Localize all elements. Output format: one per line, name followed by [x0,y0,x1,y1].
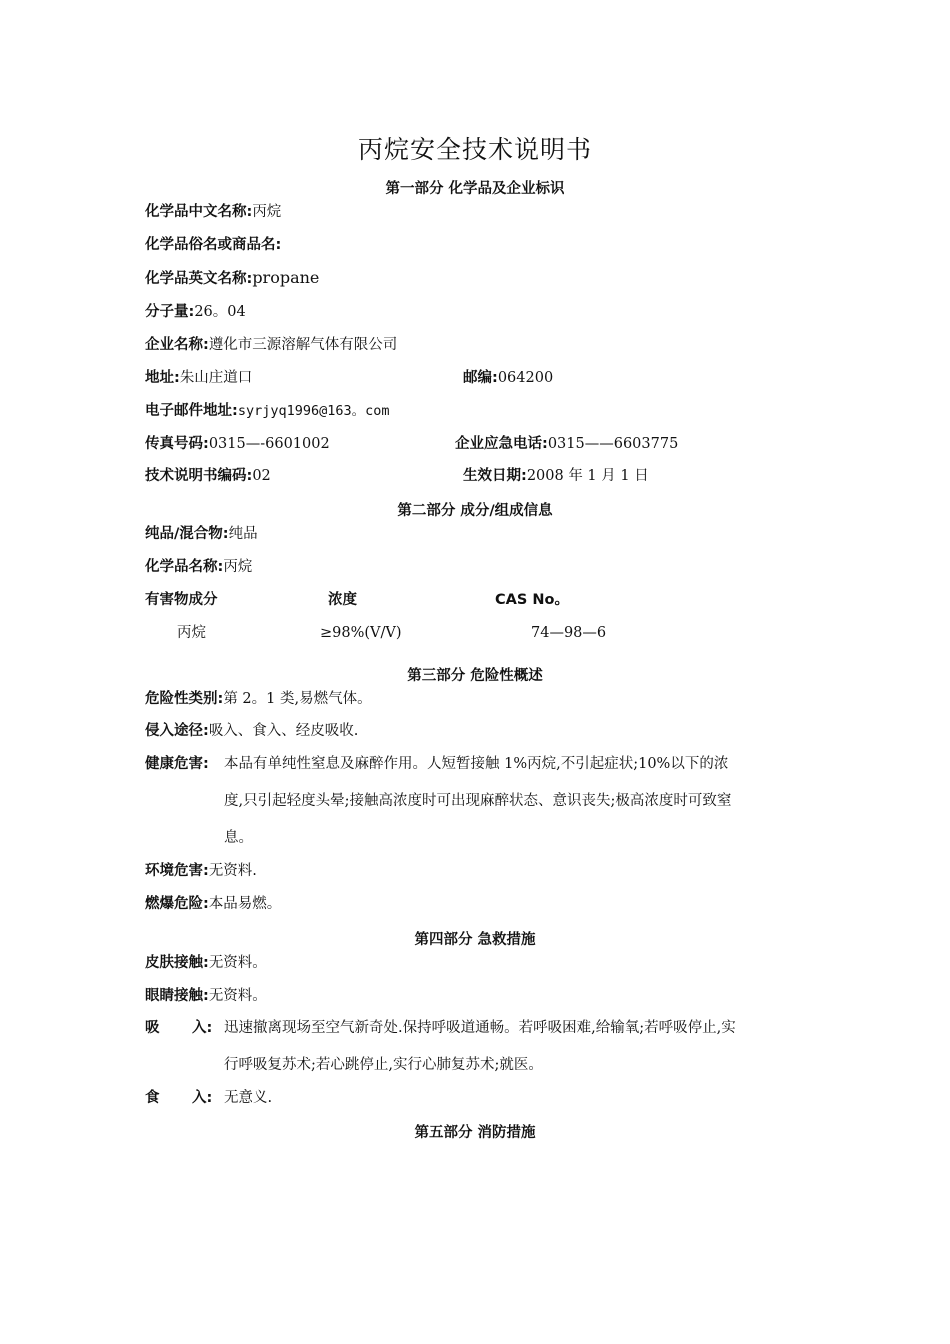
mol-weight-row [145,302,246,322]
postcode-value: 064200 [497,370,554,386]
cn-name-row [145,202,281,222]
purity-label: 纯品/混合物: [145,526,229,542]
email-row [145,401,389,421]
table-cell: 74—98—6 [531,625,607,641]
category-value: 第 2。1 类,易燃气体。 [223,691,372,707]
fire-row [145,894,281,914]
category-row [145,689,372,709]
eye-label: 眼睛接触: [145,988,209,1004]
emergency-phone-value: 0315——6603775 [547,436,679,452]
effective-date-value: 2008 年 1 月 1 日 [526,468,649,484]
company-value: 遵化市三源溶解气体有限公司 [208,337,398,353]
fax-value: 0315—-6601002 [208,436,330,452]
skin-value: 无资料。 [208,955,267,971]
emergency-phone-row [455,434,678,454]
address-value: 朱山庄道口 [179,370,253,386]
eye-row [145,986,267,1006]
ingest-label-b: 入: [192,1090,213,1106]
environment-row [145,861,257,881]
environment-value: 无资料. [208,863,257,879]
inhale-line: 行呼吸复苏术;若心跳停止,实行心肺复苏术;就医。 [224,1057,543,1073]
address-label: 地址: [145,370,180,386]
health-line: 本品有单纯性窒息及麻醉作用。人短暂接触 1%丙烷,不引起症状;10%以下的浓 [224,756,729,772]
mol-weight-label: 分子量: [145,304,195,320]
part1-heading: 第一部分 化学品及企业标识 [385,181,565,197]
email-value: syrjyq1996@163。com [237,403,390,419]
health-line: 度,只引起轻度头晕;接触高浓度时可出现麻醉状态、意识丧失;极高浓度时可致窒 [224,793,732,809]
ingest-value: 无意义. [224,1090,273,1106]
en-name-row [145,268,319,289]
category-label: 危险性类别: [145,691,224,707]
part5-heading: 第五部分 消防措施 [414,1125,536,1141]
table-header-concentration: 浓度 [328,592,357,608]
fire-label: 燃爆危险: [145,896,209,912]
part4-heading: 第四部分 急救措施 [414,932,536,948]
cn-name-value: 丙烷 [252,204,282,220]
common-name-row [145,235,281,255]
skin-label: 皮肤接触: [145,955,209,971]
skin-row [145,953,267,973]
cn-name-label: 化学品中文名称: [145,204,253,220]
part2-heading: 第二部分 成分/组成信息 [397,503,553,519]
part3-heading: 第三部分 危险性概述 [407,668,543,684]
fire-value: 本品易燃。 [208,896,282,912]
company-label: 企业名称: [145,337,209,353]
route-row [145,721,358,741]
common-name-label: 化学品俗名或商品名: [145,237,282,253]
fax-row [145,434,330,454]
chem-name-label: 化学品名称: [145,559,224,575]
en-name-label: 化学品英文名称: [145,271,253,287]
en-name-value: propane [252,268,320,287]
table-cell: 丙烷 [177,625,206,641]
route-label: 侵入途径: [145,723,209,739]
health-label: 健康危害: [145,756,209,772]
inhale-label-b: 入: [192,1020,213,1036]
company-row [145,335,397,355]
chem-name-row [145,557,252,577]
table-cell: ≥98%(V/V) [320,625,402,641]
effective-date-label: 生效日期: [463,468,527,484]
effective-date-row [463,466,649,486]
postcode-row [463,368,553,388]
doc-code-value: 02 [252,468,271,484]
inhale-line: 迅速撤离现场至空气新奇处.保持呼吸道通畅。若呼吸困难,给输氧;若呼吸停止,实 [224,1020,736,1036]
mol-weight-value: 26。04 [194,304,246,320]
purity-value: 纯品 [228,526,258,542]
doc-code-row [145,466,271,486]
document-title: 丙烷安全技术说明书 [357,135,592,164]
table-header-cas: CAS No。 [495,592,569,608]
table-header-component: 有害物成分 [145,592,218,608]
emergency-phone-label: 企业应急电话: [455,436,548,452]
eye-value: 无资料。 [208,988,267,1004]
route-value: 吸入、食入、经皮吸收. [208,723,359,739]
doc-code-label: 技术说明书编码: [145,468,253,484]
ingest-label-a: 食 [145,1090,160,1106]
chem-name-value: 丙烷 [223,559,253,575]
inhale-label-a: 吸 [145,1020,160,1036]
postcode-label: 邮编: [463,370,498,386]
environment-label: 环境危害: [145,863,209,879]
email-label: 电子邮件地址: [145,403,238,419]
address-row [145,368,252,388]
health-line: 息。 [224,830,253,846]
fax-label: 传真号码: [145,436,209,452]
purity-row [145,524,258,544]
